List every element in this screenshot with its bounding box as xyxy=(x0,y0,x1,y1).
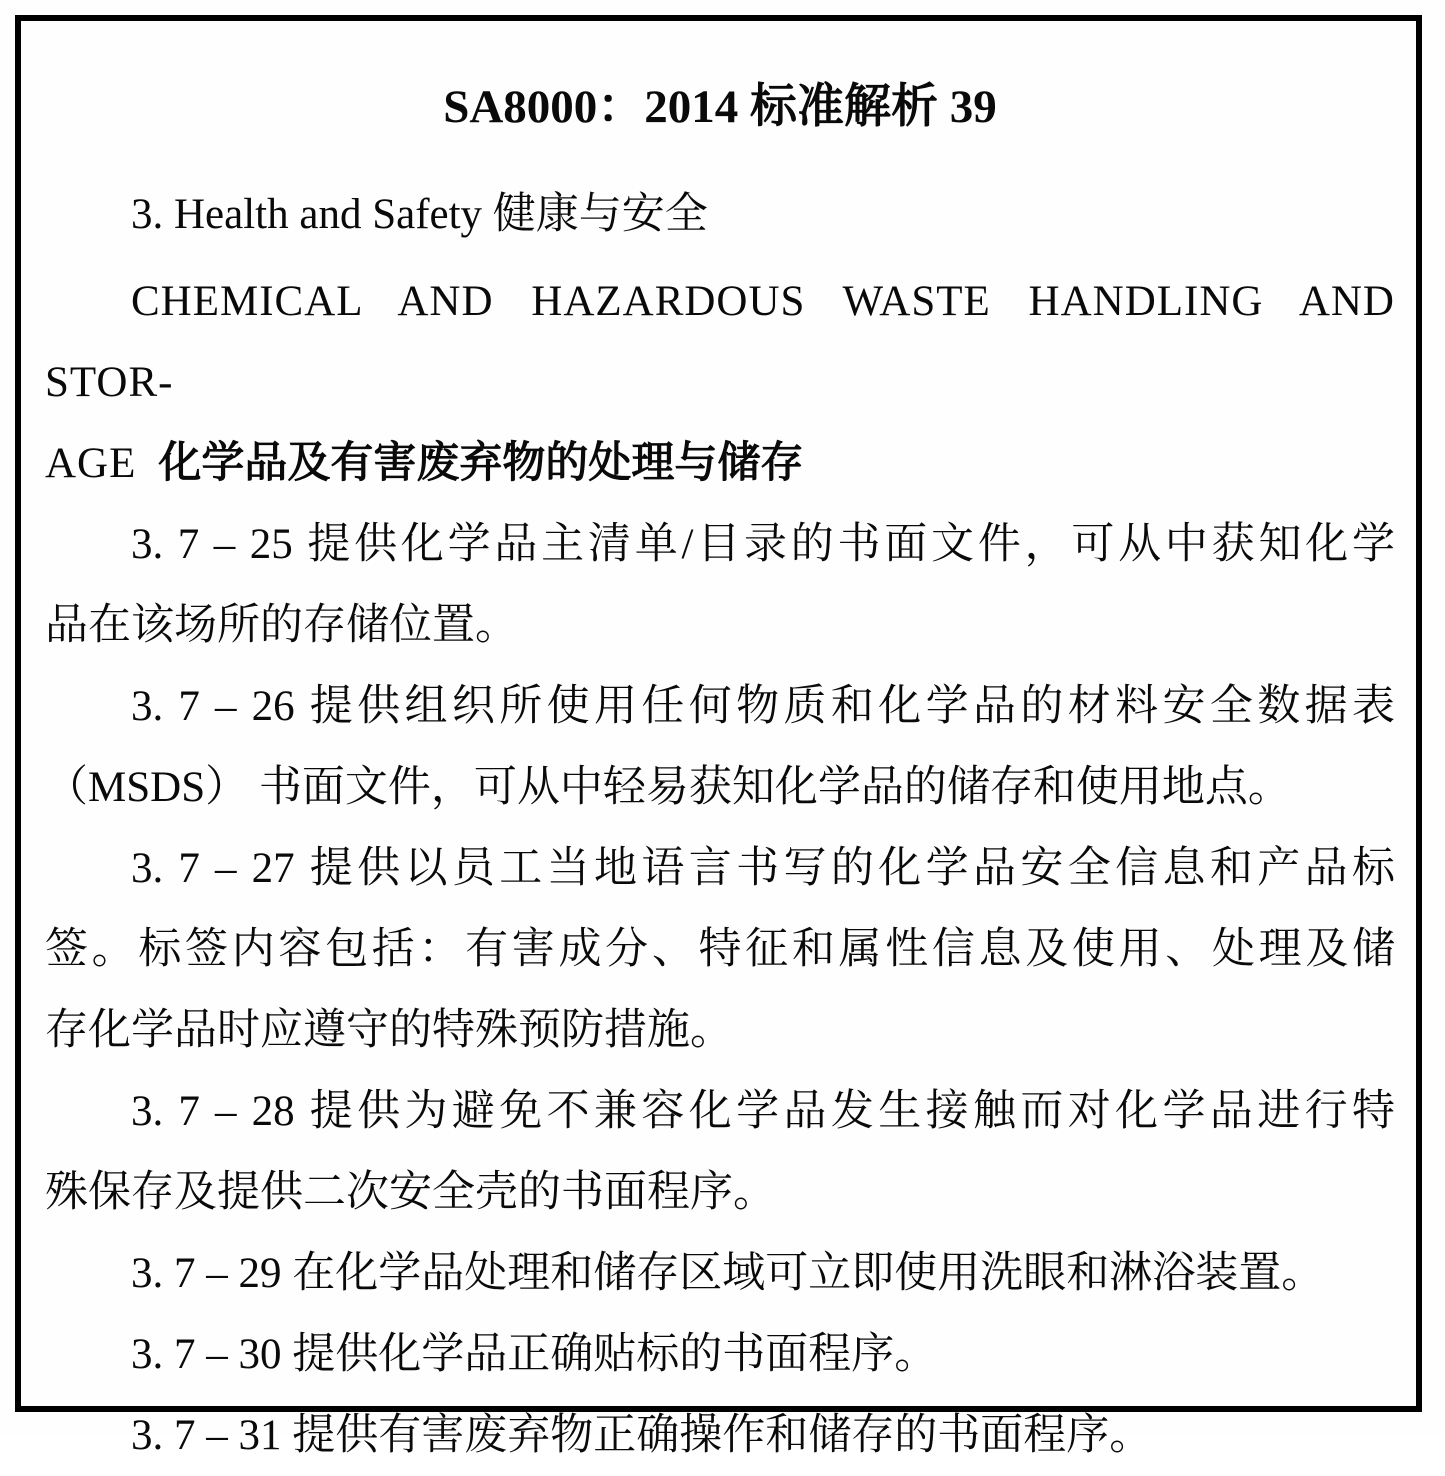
paragraph-line: 3. 7 – 30 提供化学品正确贴标的书面程序。 xyxy=(131,1331,938,1378)
subsection-heading-continuation xyxy=(45,423,1395,504)
subsection-heading-en: CHEMICAL AND HAZARDOUS WASTE HANDLING AND STOR- xyxy=(45,278,1395,406)
paragraph-line: 3. 7 – 28 提供为避免不兼容化学品发生接触而对化学品进行特 xyxy=(131,1088,1395,1135)
paragraph-line: （MSDS） 书面文件，可从中轻易获知化学品的储存和使用地点。 xyxy=(45,764,1291,811)
subsection-heading-zh: 化学品及有害废弃物的处理与储存 xyxy=(158,439,804,487)
section-heading: 3. Health and Safety 健康与安全 xyxy=(131,191,708,238)
paragraph-line: 3. 7 – 26 提供组织所使用任何物质和化学品的材料安全数据表 xyxy=(131,683,1395,730)
paragraph-line: 3. 7 – 31 提供有害废弃物正确操作和储存的书面程序。 xyxy=(131,1412,1153,1459)
paragraph-line: 3. 7 – 25 提供化学品主清单/目录的书面文件，可从中获知化学 xyxy=(131,521,1395,568)
paragraph-line: 签。标签内容包括：有害成分、特征和属性信息及使用、处理及储 xyxy=(45,926,1395,973)
page-content xyxy=(45,21,1395,1476)
page-title: SA8000：2014 标准解析 39 xyxy=(443,81,997,133)
paragraph-line: 存化学品时应遵守的特殊预防措施。 xyxy=(45,1007,733,1054)
paragraph-line: 3. 7 – 27 提供以员工当地语言书写的化学品安全信息和产品标 xyxy=(131,845,1395,892)
page-body xyxy=(45,261,1395,1476)
subsection-heading-en-cont: AGE xyxy=(45,440,137,487)
paragraph-line: 3. 7 – 29 在化学品处理和储存区域可立即使用洗眼和淋浴装置。 xyxy=(131,1250,1325,1297)
paragraph-line: 殊保存及提供二次安全壳的书面程序。 xyxy=(45,1169,776,1216)
paragraph-line: 品在该场所的存储位置。 xyxy=(45,602,518,649)
